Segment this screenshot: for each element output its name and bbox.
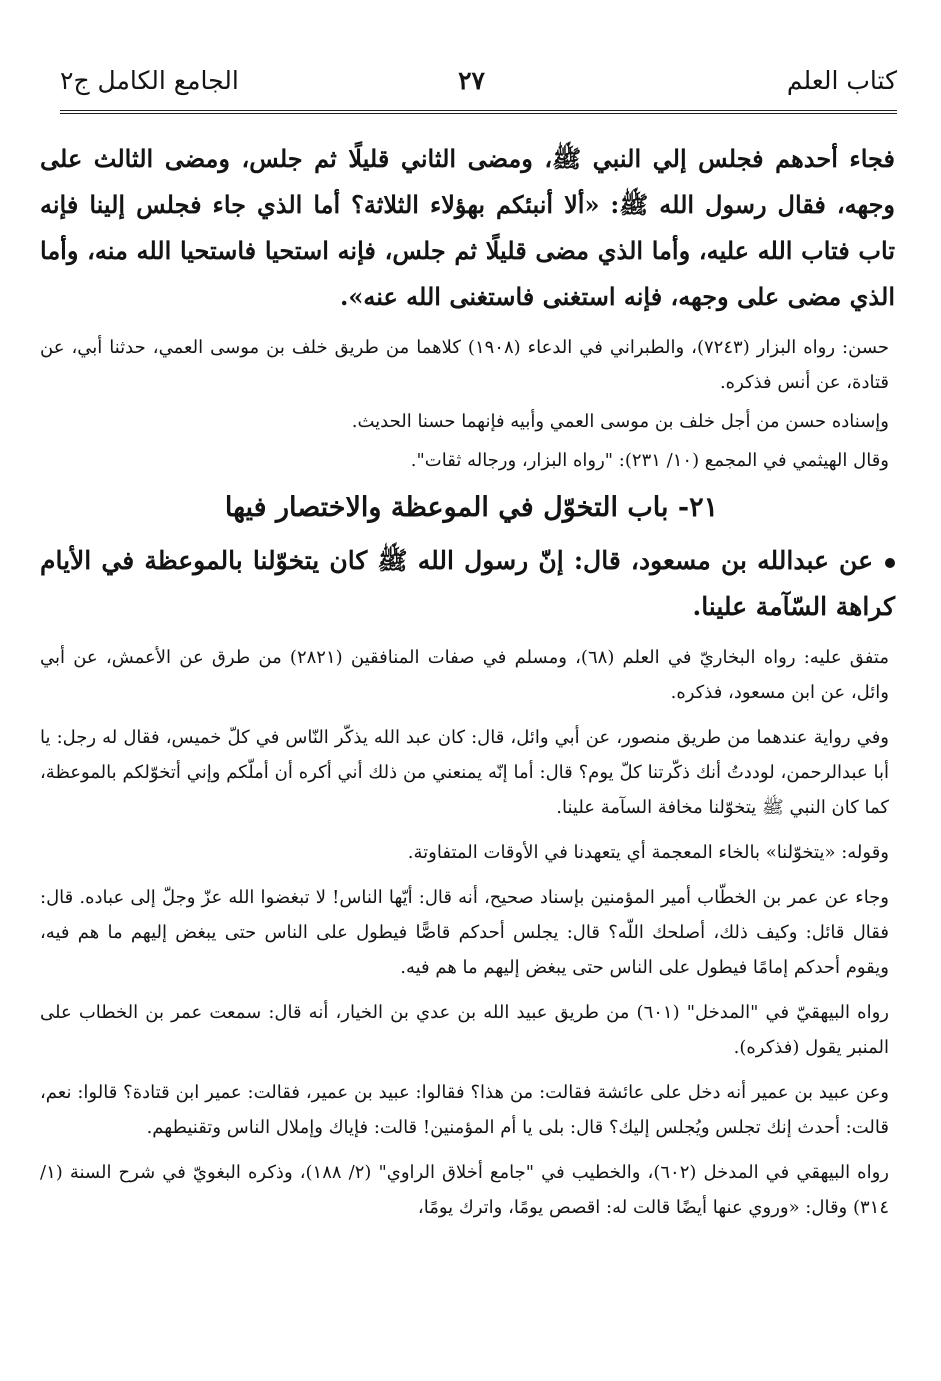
note-paragraph: وعن عبيد بن عمير أنه دخل على عائشة فقالت: من هذا؟ فقالوا: عبيد بن عمير، فقالت: عمير ابن قتادة؟ قالوا: نعم، قالت: أحدث إنك تجلس ويُجلس إليك؟ قال: بلى يا أم المؤمنين! قالت: فإياك وإملال الناس وتقنيطهم.: [40, 1082, 889, 1138]
hadith-paragraph: عن عبدالله بن مسعود، قال: إنّ رسول الله ﷺ كان يتخوّلنا بالموعظة في الأيام كراهة السّآمة علينا.: [40, 546, 895, 621]
footnote-block-1: [40, 330, 889, 478]
note-paragraph: وقال الهيثمي في المجمع (١٠/ ٢٣١): "رواه البزار، ورجاله ثقات".: [410, 450, 889, 471]
note-paragraph: رواه البيهقيّ في "المدخل" (٦٠١) من طريق عبيد الله بن عدي بن الخيار، أنه قال: سمعت عمر بن الخطاب على المنبر يقول (فذكره).: [40, 1002, 889, 1058]
page-header: [40, 0, 903, 112]
note-paragraph: وفي رواية عندهما من طريق منصور، عن أبي وائل، قال: كان عبد الله يذكّر النّاس في كلّ خميس، فقال له رجل: يا أبا عبدالرحمن، لوددتُ أنك ذكّرتنا كلّ يوم؟ قال: أما إنّه يمنعني من ذلك أني أكره أن أملّكم وإني أتخوّلكم بالموعظة، كما كان النبي ﷺ يتخوّلنا مخافة السآمة علينا.: [40, 727, 889, 818]
running-head-work-title: الجامع الكامل ج٢: [60, 66, 239, 95]
bullet-icon: [885, 558, 895, 568]
note-paragraph: وقوله: «يتخوّلنا» بالخاء المعجمة أي يتعهدنا في الأوقات المتفاوتة.: [407, 842, 889, 863]
header-double-rule: [60, 110, 897, 114]
page-number: ٢٧: [458, 66, 485, 95]
note-paragraph: رواه البيهقي في المدخل (٦٠٢)، والخطيب في "جامع أخلاق الراوي" (٢/ ١٨٨)، وذكره البغويّ في شرح السنة (١/ ٣١٤) وقال: «وروي عنها أيضًا قالت له: اقصص يومًا، واترك يومًا،: [40, 1162, 889, 1218]
note-paragraph: وإسناده حسن من أجل خلف بن موسى العمي وأبيه فإنهما حسنا الحديث.: [351, 411, 889, 432]
running-head-book-title: كتاب العلم: [786, 66, 897, 95]
main-paragraph: فجاء أحدهم فجلس إلي النبي ﷺ، ومضى الثاني قليلًا ثم جلس، ومضى الثالث على وجهه، فقال رسول الله ﷺ: «ألا أنبئكم بهؤلاء الثلاثة؟ أما الذي جاء فجلس إلينا فإنه تاب فتاب الله عليه، وأما الذي مضى قليلًا ثم جلس، فإنه استحيا فاستحيا الله منه، وأما الذي مضى على وجهه، فإنه استغنى فاستغنى الله عنه».: [40, 144, 895, 311]
note-paragraph: وجاء عن عمر بن الخطّاب أمير المؤمنين بإسناد صحيح، أنه قال: أيّها الناس! لا تبغضوا الله عزّ وجلّ إلى عباده. قال: فقال قائل: وكيف ذلك، أصلحك اللّه؟ قال: يجلس أحدكم قاصًّا فيطول على الناس حتى يبغض إليهم ما هم فيه، ويقوم أحدكم إمامًا فيطول على الناس حتى يبغض إليهم ما هم فيه.: [40, 887, 889, 978]
page-body: [40, 136, 903, 1225]
hadith-text: [40, 538, 895, 630]
main-text-block: [40, 136, 895, 320]
note-paragraph: حسن: رواه البزار (٧٢٤٣)، والطبراني في الدعاء (١٩٠٨) كلاهما من طريق خلف بن موسى العمي، حدثنا أبي، عن قتادة، عن أنس فذكره.: [40, 337, 890, 393]
section-heading: ٢١- باب التخوّل في الموعظة والاختصار فيها: [224, 492, 719, 523]
note-paragraph: متفق عليه: رواه البخاريّ في العلم (٦٨)، ومسلم في صفات المنافقين (٢٨٢١) من طرق عن الأعمش، عن أبي وائل، عن ابن مسعود، فذكره.: [40, 647, 889, 703]
footnote-block-2: [40, 640, 889, 1225]
